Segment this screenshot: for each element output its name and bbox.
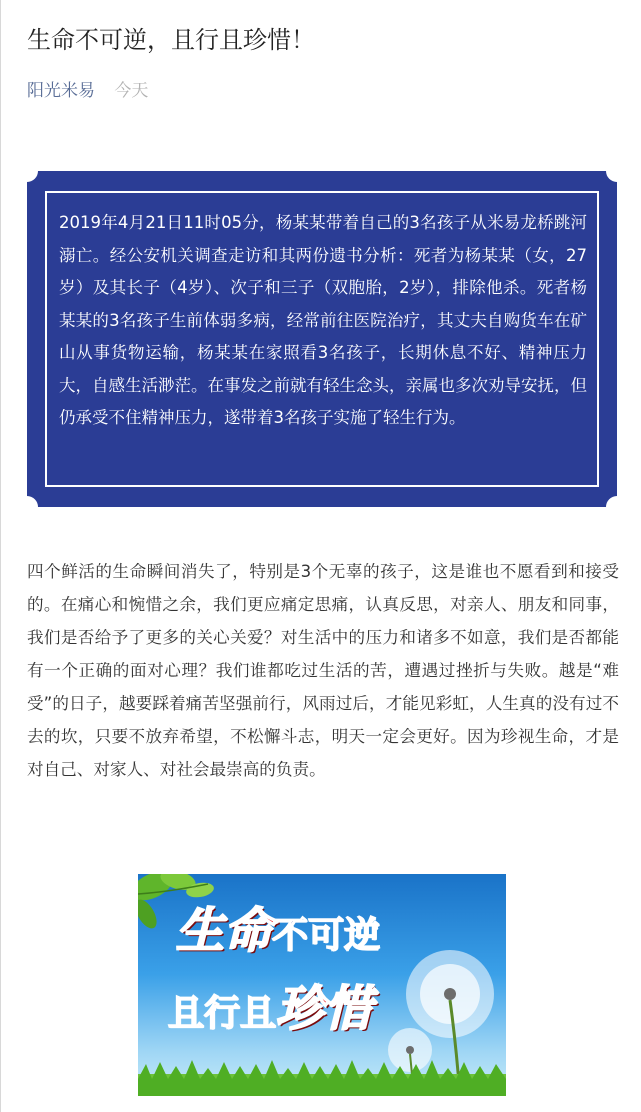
article-title: 生命不可逆，且行且珍惜！ — [27, 26, 315, 54]
poster-char: 命 — [224, 903, 273, 959]
poster-line-2 — [168, 970, 372, 1039]
grass-icon — [138, 1060, 506, 1096]
article-body-paragraph: 四个鲜活的生命瞬间消失了，特别是3个无辜的孩子，这是谁也不愿看到和接受的。在痛心和惋惜之余，我们更应痛定思痛，认真反思，对亲人、朋友和同事，我们是否给予了更多的关心关爱？对生活中的压力和诸多不如意，我们是否都能有一个正确的面对心理？我们谁都吃过生活的苦，遭遇过挫折与失败。越是“难受”的日子，越要踩着痛苦坚强前行，风雨过后，才能见彩虹，人生真的没有过不去的坎，只要不放弃希望，不松懈斗志，明天一定会更好。因为珍视生命，才是对自己、对家人、对社会最崇高的负责。 — [27, 562, 619, 779]
article-meta — [27, 78, 148, 104]
poster-image[interactable] — [138, 874, 506, 1096]
poster-line-1 — [176, 892, 380, 961]
publish-date: 今天 — [114, 81, 149, 101]
incident-notice-box — [27, 171, 617, 507]
poster-phrase: 不可逆 — [272, 914, 381, 956]
poster-phrase: 且行且 — [168, 992, 277, 1034]
frame-corner — [606, 496, 628, 518]
author-link[interactable]: 阳光米易 — [27, 81, 95, 101]
frame-corner — [16, 160, 38, 182]
frame-corner — [16, 496, 38, 518]
poster-char: 惜 — [324, 981, 373, 1037]
poster-char: 生 — [176, 903, 225, 959]
incident-notice-text: 2019年4月21日11时05分，杨某某带着自己的3名孩子从米易龙桥跳河溺亡。经公安机关调查走访和其两份遗书分析：死者为杨某某（女，27岁）及其长子（4岁）、次子和三子（双胞胎，2岁），排除他杀。死者杨某某的3名孩子生前体弱多病，经常前往医院治疗，其丈夫自购货车在矿山从事货物运输，杨某某在家照看3名孩子，长期休息不好、精神压力大，自感生活渺茫。在事发之前就有轻生念头，亲属也多次劝导安抚，但仍承受不住精神压力，遂带着3名孩子实施了轻生行为。 — [59, 213, 587, 427]
poster-char: 珍 — [276, 981, 325, 1037]
frame-corner — [606, 160, 628, 182]
